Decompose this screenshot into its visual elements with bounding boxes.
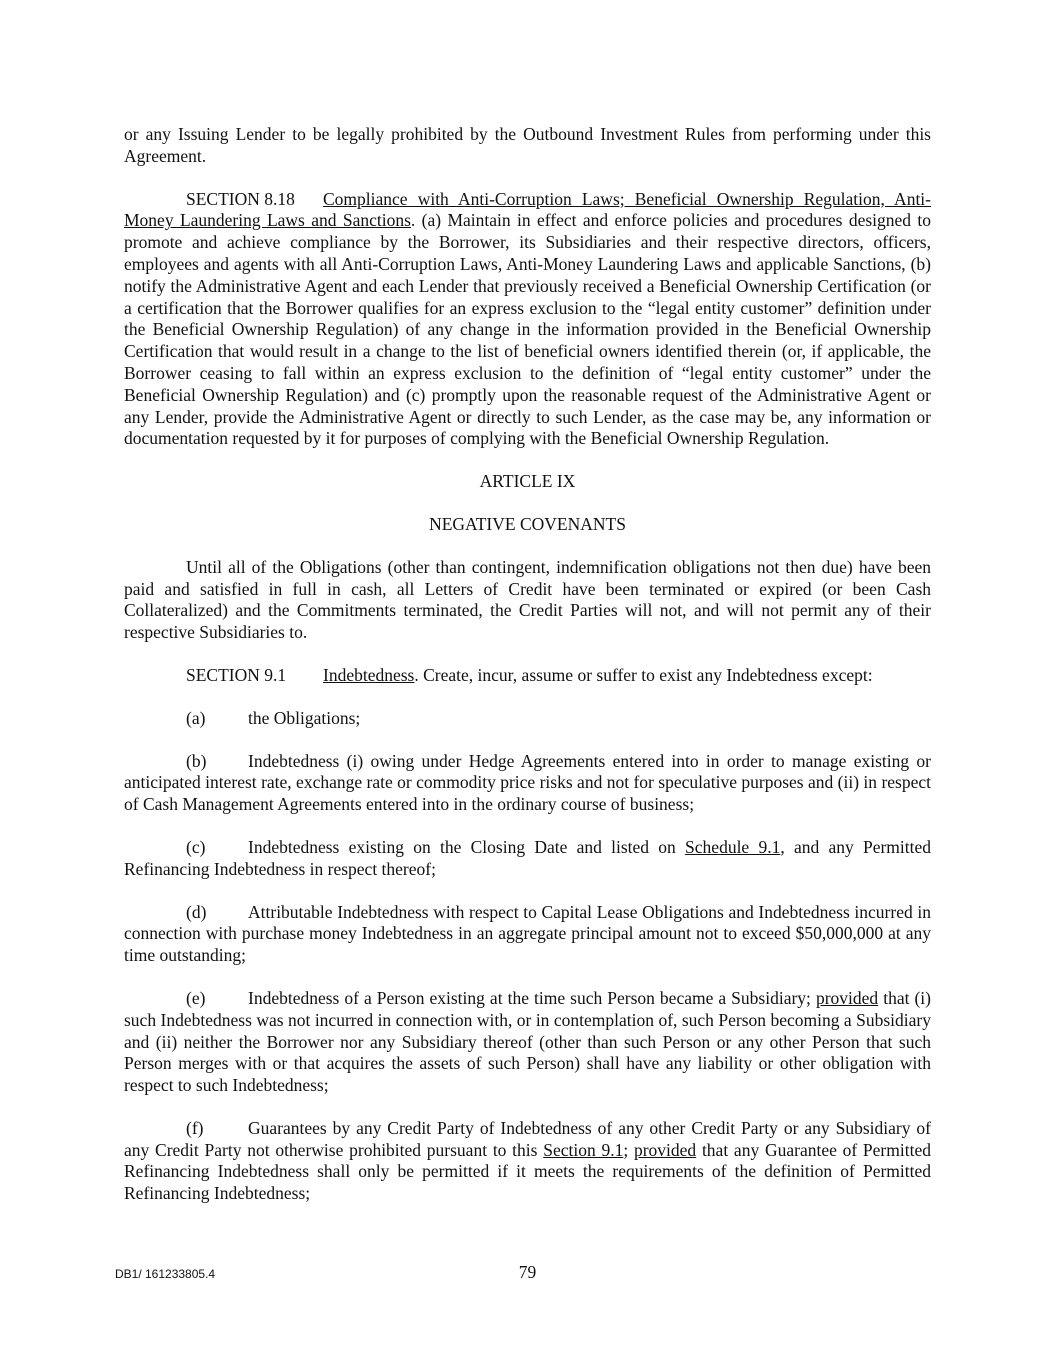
item-e-label: (e) (186, 987, 206, 1008)
item-b (124, 751, 931, 816)
item-a (124, 708, 931, 730)
section-9-1-number: SECTION 9.1 (186, 664, 287, 685)
article-number: ARTICLE IX (479, 471, 576, 492)
schedule-9-1-reference: Schedule 9.1 (685, 836, 781, 857)
item-f-label: (f) (186, 1117, 204, 1138)
section-8-18-paragraph (124, 189, 931, 451)
item-a-text: the Obligations; (248, 707, 361, 728)
item-c-text-1: Indebtedness existing on the Closing Date and listed on (248, 836, 686, 857)
section-8-18-body: . (a) Maintain in effect and enforce policies and procedures designed to promote and achieve compliance by the Borrower, its Subsidiaries and their respective directors, officers, employees and agents with all Anti-Corruption Laws, Anti-Money Laundering Laws and applicable Sanctions, (b) notify the Administrative Agent and each Lender that previously received a Beneficial Ownership Certification (or a certification that the Borrower qualifies for an express exclusion to the “legal entity customer” definition under the Beneficial Ownership Regulation) of any change in the information provided in the Beneficial Ownership Certification that would result in a change to the list of beneficial owners identified therein (or, if applicable, the Borrower ceasing to fall within an express exclusion to the definition of “legal entity customer” under the Beneficial Ownership Regulation) and (c) promptly upon the reasonable request of the Administrative Agent or any Lender, provide the Administrative Agent or directly to such Lender, as the case may be, any information or documentation requested by it for purposes of complying with the Beneficial Ownership Regulation. (124, 210, 932, 449)
item-f-provided: provided (633, 1139, 697, 1160)
continuation-paragraph: or any Issuing Lender to be legally prohibited by the Outbound Investment Rules from performing under this Agreement. (124, 124, 931, 166)
section-8-18-heading: Compliance with Anti-Corruption Laws; Beneficial Ownership Regulation, Anti-Money Laundering Laws and Sanctions (124, 188, 931, 231)
item-d (124, 902, 931, 967)
item-a-label: (a) (186, 707, 206, 728)
item-e-text-2: that (i) such Indebtedness was not incurred in connection with, or in contemplation of, such Person becoming a Subsidiary and (ii) neither the Borrower nor any Subsidiary thereof (other than such Person or any other Person that such Person merges with or that acquires the assets of such Person) shall have any liability or other obligation with respect to such Indebtedness; (124, 987, 931, 1096)
page-number: 79 (518, 1262, 537, 1282)
item-b-text: Indebtedness (i) owing under Hedge Agreements entered into in order to manage existing or anticipated interest rate, exchange rate or commodity price risks and not for speculative purposes and (ii) in respect of Cash Management Agreements entered into in the ordinary course of business; (124, 750, 931, 815)
document-id: DB1/ 161233805.4 (115, 1267, 216, 1281)
item-d-label: (d) (186, 901, 207, 922)
article-title: NEGATIVE COVENANTS (429, 513, 626, 534)
item-e (124, 988, 931, 1097)
section-9-1-body: . Create, incur, assume or suffer to exist any Indebtedness except: (414, 664, 873, 685)
section-9-1-reference: Section 9.1 (543, 1139, 624, 1160)
item-c (124, 837, 931, 881)
item-e-text-1: Indebtedness of a Person existing at the time such Person became a Subsidiary; (248, 987, 816, 1008)
document-page (124, 124, 931, 1226)
item-f (124, 1118, 931, 1205)
item-b-label: (b) (186, 750, 207, 771)
item-c-label: (c) (186, 836, 206, 857)
section-9-1-heading: Indebtedness (323, 664, 415, 685)
item-f-text-1: Guarantees by any Credit Party of Indebtedness of any other Credit Party or any Subsidiary of any Credit Party not otherwise prohibited pursuant to this (124, 1117, 931, 1160)
item-c-text-2: , and any Permitted Refinancing Indebtedness in respect thereof; (124, 836, 932, 879)
item-f-text-2: ; (623, 1139, 634, 1160)
item-f-text-3: that any Guarantee of Permitted Refinancing Indebtedness shall only be permitted if it meets the requirements of the definition of Permitted Refinancing Indebtedness; (124, 1139, 931, 1204)
section-8-18-number: SECTION 8.18 (186, 188, 295, 209)
item-d-text: Attributable Indebtedness with respect to Capital Lease Obligations and Indebtedness incurred in connection with purchase money Indebtedness in an aggregate principal amount not to exceed $50,000,000 at any time outstanding; (124, 901, 931, 966)
item-e-provided: provided (815, 987, 879, 1008)
preamble-paragraph: Until all of the Obligations (other than contingent, indemnification obligations not then due) have been paid and satisfied in full in cash, all Letters of Credit have been terminated or expired (or been Cash Collateralized) and the Commitments terminated, the Credit Parties will not, and will not permit any of their respective Subsidiaries to. (124, 556, 931, 643)
section-9-1-paragraph (124, 665, 931, 687)
